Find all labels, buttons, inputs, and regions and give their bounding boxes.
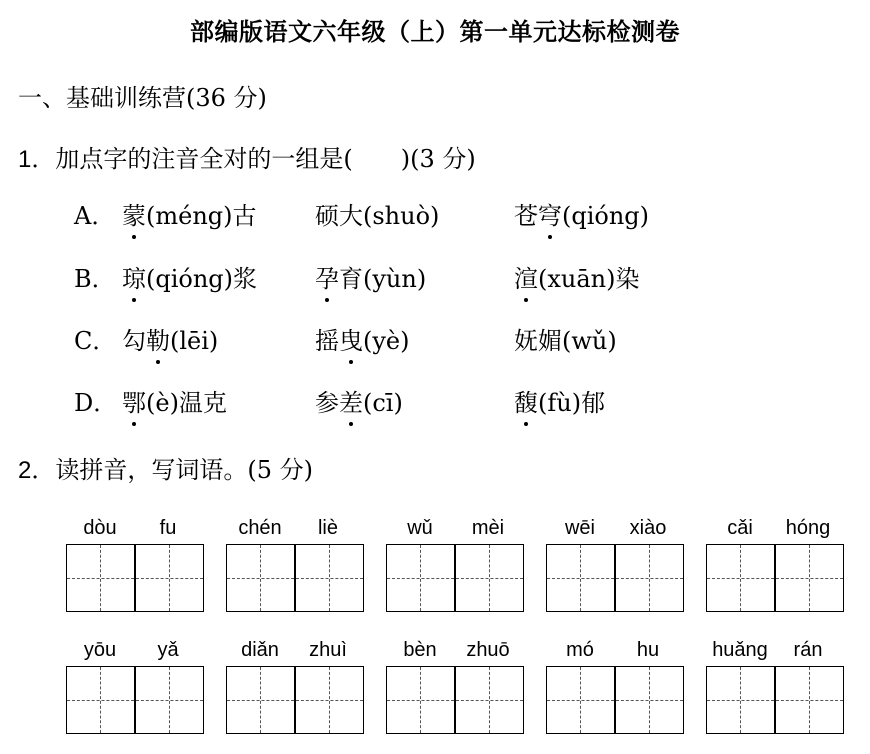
grid-guide-line bbox=[547, 578, 683, 579]
pinyin-label: wǔ bbox=[407, 517, 433, 539]
option-word: 苍穹(qióng) bbox=[514, 198, 649, 234]
question-2 bbox=[18, 452, 313, 489]
grid-guide-line bbox=[740, 545, 741, 611]
pinyin-label: wēi bbox=[564, 517, 595, 539]
grid-guide-line bbox=[67, 700, 203, 701]
grid-guide-line bbox=[260, 667, 261, 733]
option-word: 勾勒(lēi) bbox=[122, 323, 218, 359]
writing-box[interactable] bbox=[706, 666, 844, 734]
grid-guide-line bbox=[227, 700, 363, 701]
writing-box[interactable] bbox=[386, 544, 524, 612]
grid-guide-line bbox=[329, 667, 330, 733]
grid-guide-line bbox=[260, 545, 261, 611]
pinyin-label: huǎng bbox=[712, 639, 768, 661]
grid-guide-line bbox=[547, 700, 683, 701]
grid-guide-line bbox=[420, 545, 421, 611]
question-1-number: 1． bbox=[18, 146, 56, 173]
grid-guide-line bbox=[707, 578, 843, 579]
grid-guide-line bbox=[649, 545, 650, 611]
dotted-character: 曳 bbox=[339, 323, 363, 359]
pinyin-label: mó bbox=[566, 639, 594, 661]
grid-guide-line bbox=[100, 667, 101, 733]
pinyin-label: dòu bbox=[83, 517, 117, 539]
grid-guide-line bbox=[100, 545, 101, 611]
pinyin-label: diǎn bbox=[241, 639, 279, 661]
grid-guide-line bbox=[169, 545, 170, 611]
dotted-character: 馥 bbox=[514, 385, 538, 421]
grid-guide-line bbox=[580, 667, 581, 733]
dotted-character: 渲 bbox=[514, 261, 538, 297]
grid-guide-line bbox=[387, 578, 523, 579]
grid-guide-line bbox=[707, 700, 843, 701]
option-letter: B． bbox=[74, 265, 116, 293]
question-2-number: 2． bbox=[18, 457, 56, 484]
dotted-character: 穹 bbox=[538, 198, 562, 234]
pinyin-label: liè bbox=[317, 517, 338, 539]
grid-guide-line bbox=[329, 545, 330, 611]
grid-guide-line bbox=[489, 667, 490, 733]
section-heading: 一、基础训练营(36 分) bbox=[18, 84, 267, 112]
writing-box[interactable] bbox=[226, 544, 364, 612]
pinyin-label: zhuō bbox=[466, 639, 510, 661]
grid-guide-line bbox=[227, 578, 363, 579]
writing-box[interactable] bbox=[66, 544, 204, 612]
pinyin-label: chén bbox=[238, 517, 282, 539]
pinyin-label: hu bbox=[636, 639, 660, 661]
option-word: 硕大(shuò) bbox=[315, 202, 440, 230]
writing-box[interactable] bbox=[706, 544, 844, 612]
writing-box[interactable] bbox=[546, 666, 684, 734]
grid-guide-line bbox=[649, 667, 650, 733]
grid-guide-line bbox=[387, 700, 523, 701]
grid-guide-line bbox=[489, 545, 490, 611]
option-word: 参差(cī) bbox=[315, 385, 403, 421]
grid-guide-line bbox=[67, 578, 203, 579]
option-word: 妩媚(wǔ) bbox=[514, 327, 617, 355]
option-word: 渲(xuān)染 bbox=[514, 261, 639, 297]
option-letter: C． bbox=[74, 327, 117, 355]
pinyin-label: yǎ bbox=[157, 639, 179, 661]
question-2-text: 读拼音，写词语。(5 分) bbox=[55, 456, 313, 484]
pinyin-label: zhuì bbox=[309, 639, 347, 661]
question-1 bbox=[18, 141, 476, 178]
grid-guide-line bbox=[420, 667, 421, 733]
page-title: 部编版语文六年级（上）第一单元达标检测卷 bbox=[190, 18, 680, 46]
dotted-character: 勒 bbox=[146, 323, 170, 359]
pinyin-label: bèn bbox=[403, 639, 437, 661]
pinyin-label: mèi bbox=[471, 517, 505, 539]
pinyin-label: rán bbox=[793, 639, 823, 661]
option-word: 馥(fù)郁 bbox=[514, 385, 605, 421]
option-letter: D． bbox=[74, 389, 118, 417]
option-letter: A． bbox=[74, 202, 116, 230]
grid-guide-line bbox=[169, 667, 170, 733]
dotted-character: 孕 bbox=[315, 261, 339, 297]
option-word: 琼(qióng)浆 bbox=[122, 261, 257, 297]
dotted-character: 蒙 bbox=[122, 198, 146, 234]
pinyin-label: yōu bbox=[83, 639, 117, 661]
writing-box[interactable] bbox=[386, 666, 524, 734]
pinyin-label: cǎi bbox=[727, 517, 753, 539]
option-word: 摇曳(yè) bbox=[315, 323, 410, 359]
dotted-character: 琼 bbox=[122, 261, 146, 297]
pinyin-label: xiào bbox=[629, 517, 667, 539]
writing-box[interactable] bbox=[66, 666, 204, 734]
grid-guide-line bbox=[809, 667, 810, 733]
grid-guide-line bbox=[809, 545, 810, 611]
dotted-character: 差 bbox=[339, 385, 363, 421]
pinyin-label: fu bbox=[159, 517, 177, 539]
option-word: 蒙(méng)古 bbox=[122, 198, 257, 234]
writing-box[interactable] bbox=[226, 666, 364, 734]
pinyin-label: hóng bbox=[785, 517, 831, 539]
dotted-character: 鄂 bbox=[122, 385, 146, 421]
question-1-text: 加点字的注音全对的一组是( )(3 分) bbox=[55, 145, 476, 173]
option-word: 鄂(è)温克 bbox=[122, 385, 227, 421]
option-word: 孕育(yùn) bbox=[315, 261, 426, 297]
grid-guide-line bbox=[580, 545, 581, 611]
writing-box[interactable] bbox=[546, 544, 684, 612]
grid-guide-line bbox=[740, 667, 741, 733]
